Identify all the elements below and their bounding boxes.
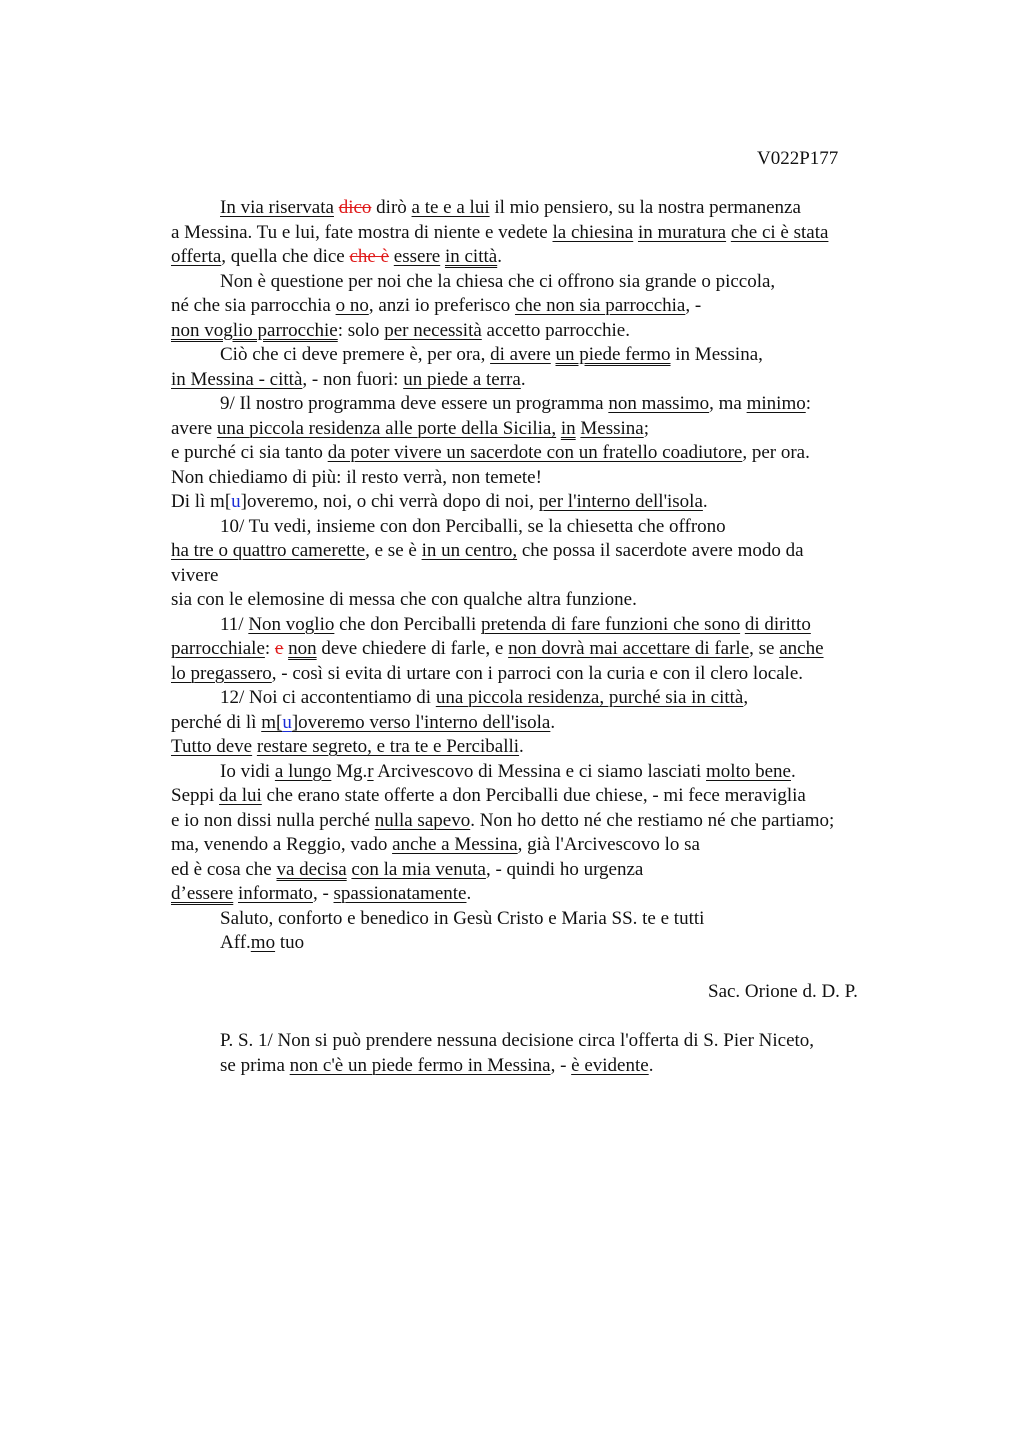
text-line bbox=[171, 711, 911, 736]
underlined-text: o no bbox=[335, 295, 369, 316]
text-line bbox=[171, 760, 911, 785]
underlined-text: di avere bbox=[490, 344, 551, 365]
text-segment: Non chiediamo di più: il resto verrà, non temete! bbox=[171, 466, 542, 488]
underlined-text: mo bbox=[250, 932, 276, 953]
text-segment: perché di lì bbox=[171, 711, 262, 733]
text-line bbox=[171, 245, 911, 270]
deleted-text: dico bbox=[338, 197, 372, 218]
text-segment: tuo bbox=[275, 932, 305, 953]
text-segment: e purché ci sia tanto bbox=[171, 442, 328, 463]
underlined-text: essere bbox=[393, 246, 441, 267]
text-segment: , - non fuori: bbox=[302, 368, 404, 390]
text-line bbox=[171, 539, 911, 564]
text-segment: Aff. bbox=[220, 932, 251, 953]
underlined-text: anche bbox=[779, 638, 824, 659]
text-segment: , - bbox=[312, 883, 334, 904]
text-segment: Arcivescovo di Messina e ci siamo lasciati bbox=[373, 760, 707, 782]
underlined-text: che ci è stata bbox=[730, 221, 829, 243]
text-line bbox=[171, 882, 911, 907]
underlined-text: in muratura bbox=[637, 221, 727, 243]
underlined-text: di diritto bbox=[744, 613, 811, 635]
text-segment: sia con le elemosine di messa che con qualche altra funzione. bbox=[171, 589, 637, 610]
underlined-text: in Messina - città bbox=[171, 368, 303, 390]
text-segment: 10/ Tu vedi, insieme con don Perciballi, se la chiesetta che offrono bbox=[220, 515, 726, 537]
text-line bbox=[171, 809, 911, 834]
text-segment: . bbox=[550, 711, 556, 733]
text-segment: deve chiedere di farle, e bbox=[316, 638, 509, 659]
text-line bbox=[171, 588, 911, 613]
underlined-text: molto bene bbox=[706, 760, 791, 782]
text-segment: , se bbox=[749, 638, 780, 659]
text-line bbox=[171, 343, 911, 368]
text-segment: vivere bbox=[171, 564, 219, 586]
underlined-text: una piccola residenza, purché sia in città bbox=[435, 687, 744, 708]
underlined-text: non massimo bbox=[608, 393, 710, 414]
text-segment: accetto parrocchie. bbox=[481, 319, 630, 341]
underlined-text: minimo bbox=[746, 393, 806, 414]
underlined-text: m[ bbox=[261, 711, 283, 733]
text-line bbox=[171, 858, 911, 883]
text-segment: . Non ho detto né che restiamo né che partiamo; bbox=[470, 809, 835, 831]
underlined-text: pretenda di fare funzioni che sono bbox=[481, 613, 741, 635]
text-line bbox=[171, 784, 911, 809]
underlined-text: lo pregassero bbox=[171, 662, 272, 684]
text-line bbox=[171, 392, 911, 417]
double-underlined-text: d’essere bbox=[171, 883, 234, 904]
text-segment: , per ora. bbox=[742, 442, 810, 463]
text-segment: : bbox=[264, 638, 275, 659]
text-line bbox=[171, 1029, 911, 1054]
underlined-text: un piede a terra bbox=[403, 368, 521, 390]
text-line bbox=[171, 515, 911, 540]
text-segment: : bbox=[805, 393, 812, 414]
underlined-text: è evidente bbox=[571, 1054, 649, 1076]
text-segment: Saluto, conforto e benedico in Gesù Cristo e Maria SS. te e tutti bbox=[220, 907, 705, 929]
blank-line bbox=[171, 956, 911, 981]
text-segment: 11/ bbox=[220, 613, 249, 635]
underlined-text: Tutto deve bbox=[171, 736, 253, 757]
text-line bbox=[171, 294, 911, 319]
underlined-text: in un centro, bbox=[421, 540, 518, 561]
text-segment: a Messina. Tu e lui, fate mostra di niente e vedete bbox=[171, 221, 553, 243]
text-line bbox=[171, 368, 911, 393]
underlined-text: con la mia venuta bbox=[351, 858, 486, 880]
text-segment: . bbox=[702, 491, 708, 512]
underlined-text: a te e a lui bbox=[411, 197, 490, 218]
underlined-text: non dovrà mai accettare di farle bbox=[508, 638, 750, 659]
text-line bbox=[171, 319, 911, 344]
text-line bbox=[171, 662, 911, 687]
text-segment: . bbox=[648, 1054, 654, 1076]
text-line bbox=[171, 564, 911, 589]
text-segment: avere bbox=[171, 417, 217, 439]
text-segment: 12/ Noi ci accontentiamo di bbox=[220, 687, 436, 708]
text-segment: . bbox=[466, 883, 472, 904]
text-segment: Seppi bbox=[171, 785, 220, 806]
double-underlined-text: in città bbox=[444, 246, 498, 267]
text-line bbox=[171, 907, 911, 932]
inserted-letter: u bbox=[231, 491, 241, 512]
letter-body bbox=[171, 196, 911, 1078]
text-line bbox=[171, 637, 911, 662]
text-line bbox=[171, 441, 911, 466]
text-segment: Di lì m[ bbox=[171, 491, 232, 512]
text-segment: e io non dissi nulla perché bbox=[171, 809, 375, 831]
document-id: V022P177 bbox=[757, 148, 839, 169]
text-segment: . bbox=[520, 368, 526, 390]
text-segment: , - così si evita di urtare con i parroci con la curia e con il clero locale. bbox=[271, 662, 804, 684]
text-segment: se prima bbox=[220, 1054, 290, 1076]
text-segment: , bbox=[743, 687, 749, 708]
double-underlined-text: non bbox=[288, 638, 317, 659]
text-segment: Ciò che ci deve premere è, per ora, bbox=[220, 344, 491, 365]
text-line bbox=[171, 196, 911, 221]
text-segment: che don Perciballi bbox=[334, 613, 482, 635]
text-segment: . bbox=[790, 760, 796, 782]
text-line bbox=[171, 613, 911, 638]
text-segment: ma, venendo a Reggio, vado bbox=[171, 834, 393, 855]
underlined-text: offerta bbox=[171, 246, 222, 267]
blank-line bbox=[171, 1005, 911, 1030]
text-segment: , - bbox=[550, 1054, 572, 1076]
text-line bbox=[171, 221, 911, 246]
text-line bbox=[171, 735, 911, 760]
text-line bbox=[171, 270, 911, 295]
underlined-text: nulla sapevo bbox=[374, 809, 471, 831]
text-line bbox=[171, 931, 911, 956]
underlined-text: anche a Messina bbox=[392, 834, 518, 855]
underlined-text: Messina bbox=[580, 417, 644, 439]
underlined-text: parrocchiale bbox=[171, 638, 265, 659]
underlined-text: da lui bbox=[219, 785, 262, 806]
text-segment: Mg. bbox=[331, 760, 368, 782]
text-segment: , e se è bbox=[365, 540, 422, 561]
text-segment: . bbox=[519, 736, 524, 757]
deleted-text: e bbox=[274, 638, 284, 659]
text-segment: ]overemo, noi, o chi verrà dopo di noi, bbox=[240, 491, 539, 512]
underlined-text: ]overemo verso l'interno dell'isola bbox=[291, 711, 551, 733]
underlined-text: per l'interno dell'isola bbox=[538, 491, 703, 512]
text-segment: , - quindi ho urgenza bbox=[485, 858, 644, 880]
underlined-text: ha tre o quattro camerette bbox=[171, 540, 366, 561]
text-segment: che possa il sacerdote avere modo da bbox=[517, 540, 804, 561]
text-segment: il mio pensiero, su la nostra permanenza bbox=[489, 197, 801, 218]
underlined-text: per necessità bbox=[384, 319, 482, 341]
underlined-text: informato bbox=[238, 883, 313, 904]
underlined-text: restare segreto, e tra te e Perciballi bbox=[256, 736, 520, 757]
double-underlined-text: un piede fermo bbox=[555, 344, 671, 365]
text-segment: ed è cosa che bbox=[171, 858, 277, 880]
underlined-text: da poter vivere un sacerdote con un fratello coadiutore bbox=[327, 442, 743, 463]
text-segment: in Messina, bbox=[670, 344, 763, 365]
underlined-text: spassionatamente bbox=[333, 883, 467, 904]
double-underlined-text: va decisa bbox=[276, 858, 347, 880]
text-line bbox=[171, 686, 911, 711]
text-segment: che erano state offerte a don Perciballi due chiese, - mi fece meraviglia bbox=[261, 785, 806, 806]
text-segment: . bbox=[497, 246, 502, 267]
underlined-text: In via riservata bbox=[220, 197, 334, 218]
deleted-text: che è bbox=[349, 246, 390, 267]
text-segment: ; bbox=[643, 417, 649, 439]
text-segment: Sac. Orione d. D. P. bbox=[708, 981, 858, 1002]
text-segment: Non è questione per noi che la chiesa che ci offrono sia grande o piccola, bbox=[220, 270, 776, 292]
text-line bbox=[171, 490, 911, 515]
text-segment: , anzi io preferisco bbox=[368, 295, 515, 316]
text-line bbox=[171, 1054, 911, 1079]
text-segment: : solo bbox=[337, 319, 385, 341]
text-line bbox=[171, 833, 911, 858]
underlined-text: una piccola residenza alle porte della Sicilia, bbox=[216, 417, 557, 439]
double-underlined-text: non voglio parrocchie bbox=[171, 319, 338, 341]
double-underlined-text: in bbox=[560, 417, 576, 439]
underlined-text: r bbox=[367, 760, 374, 782]
underlined-text: la chiesina bbox=[552, 221, 634, 243]
text-segment: , ma bbox=[709, 393, 747, 414]
text-segment: 9/ Il nostro programma deve essere un programma bbox=[220, 393, 609, 414]
text-segment: né che sia parrocchia bbox=[171, 295, 336, 316]
inserted-letter: u bbox=[282, 711, 292, 733]
text-segment: , già l'Arcivescovo lo sa bbox=[517, 834, 700, 855]
text-segment: dirò bbox=[371, 197, 412, 218]
text-line bbox=[171, 417, 911, 442]
underlined-text: non c'è un piede fermo in Messina bbox=[289, 1054, 551, 1076]
text-segment: , - bbox=[685, 295, 702, 316]
underlined-text: Non voglio bbox=[248, 613, 335, 635]
underlined-text: che non sia parrocchia bbox=[514, 295, 686, 316]
text-segment: P. S. 1/ Non si può prendere nessuna decisione circa l'offerta di S. Pier Niceto, bbox=[220, 1030, 815, 1051]
text-segment: , quella che dice bbox=[221, 246, 350, 267]
text-line bbox=[171, 466, 911, 491]
signature-line bbox=[171, 980, 911, 1005]
underlined-text: a lungo bbox=[274, 760, 332, 782]
text-segment: Io vidi bbox=[220, 760, 275, 782]
